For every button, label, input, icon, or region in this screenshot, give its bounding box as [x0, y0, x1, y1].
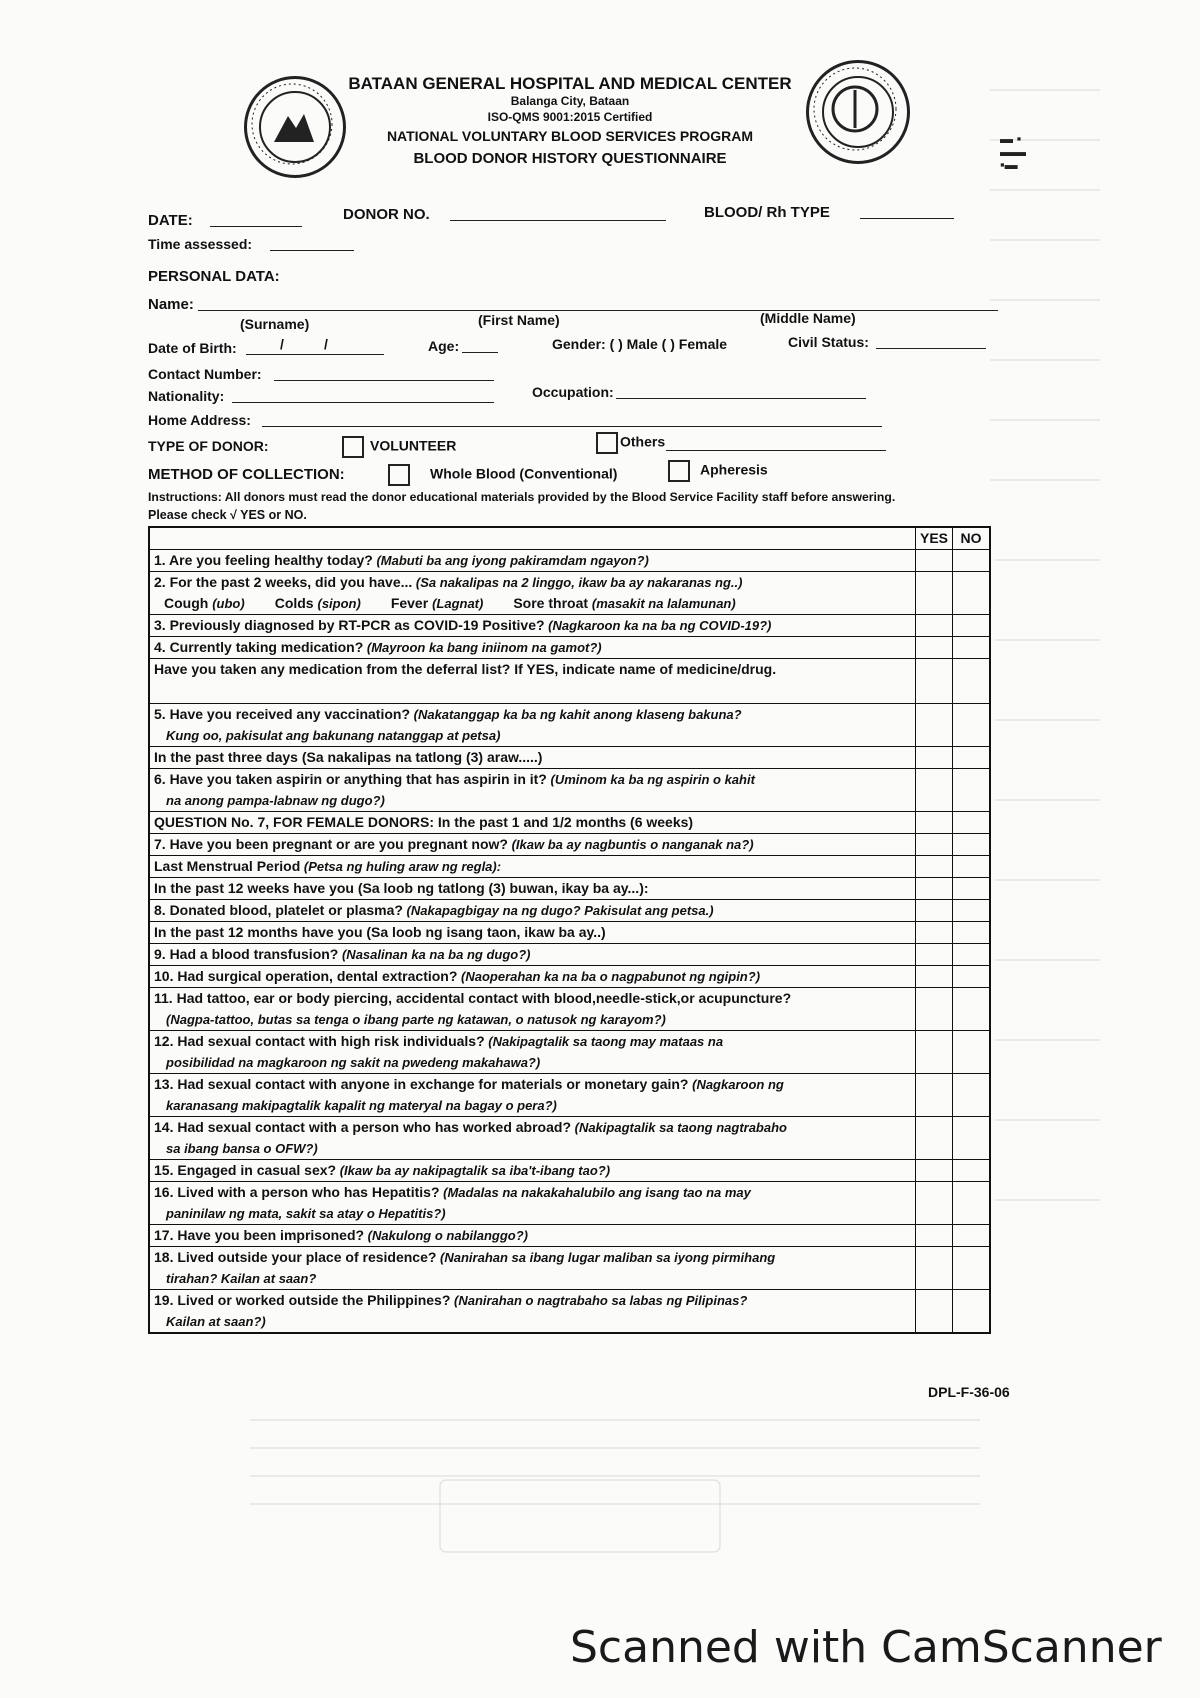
question-tagalog: (Nanirahan sa ibang lugar maliban sa iyong pirmihang	[436, 1250, 776, 1265]
no-checkbox-cell[interactable]	[953, 747, 991, 769]
question-row	[149, 659, 990, 704]
question-tagalog: (Mabuti ba ang iyong pakiramdam ngayon?)	[372, 553, 649, 568]
question-english: 13. Had sexual contact with anyone in exchange for materials or monetary gain?	[154, 1076, 689, 1092]
others-checkbox[interactable]	[596, 432, 618, 454]
date-label: DATE:	[148, 212, 193, 229]
others-option[interactable]	[596, 432, 665, 454]
volunteer-option[interactable]	[342, 436, 456, 458]
question-english: QUESTION No. 7, FOR FEMALE DONORS: In the past 1 and 1/2 months (6 weeks)	[154, 814, 694, 830]
yes-checkbox-cell[interactable]	[916, 966, 953, 988]
question-tagalog-line2: sa ibang bansa o OFW?)	[166, 1141, 318, 1156]
question-english: 7. Have you been pregnant or are you pregnant now?	[154, 836, 508, 852]
no-column-header: NO	[953, 527, 991, 550]
question-english: 10. Had surgical operation, dental extraction?	[154, 968, 458, 984]
table-header-row	[149, 527, 990, 550]
no-checkbox-cell[interactable]	[953, 1117, 991, 1160]
question-tagalog: (Nakatanggap ka ba ng kahit anong klaseng bakuna?	[410, 707, 742, 722]
donor-no-field[interactable]	[450, 220, 666, 221]
question-text	[149, 988, 916, 1031]
no-checkbox-cell[interactable]	[953, 704, 991, 747]
middle-name-caption: (Middle Name)	[760, 310, 856, 326]
yes-checkbox-cell[interactable]	[916, 550, 953, 572]
age-label: Age:	[428, 338, 460, 354]
yes-column-header: YES	[916, 527, 953, 550]
apheresis-checkbox[interactable]	[668, 460, 690, 482]
volunteer-label: VOLUNTEER	[370, 437, 457, 454]
question-row	[149, 1182, 990, 1225]
question-text	[149, 966, 916, 988]
name-label: Name:	[148, 296, 194, 313]
symptom-tagalog: (sipon)	[317, 596, 361, 611]
no-checkbox-cell[interactable]	[953, 637, 991, 659]
question-text	[149, 878, 916, 900]
question-row	[149, 988, 990, 1031]
question-english: 1. Are you feeling healthy today?	[154, 552, 373, 568]
no-checkbox-cell[interactable]	[953, 834, 991, 856]
no-checkbox-cell[interactable]	[953, 769, 991, 812]
question-row	[149, 1031, 990, 1074]
question-text	[149, 1074, 916, 1117]
question-text	[149, 1225, 916, 1247]
yes-checkbox-cell[interactable]	[916, 1290, 953, 1334]
yes-checkbox-cell[interactable]	[916, 769, 953, 812]
whole-blood-option[interactable]	[388, 464, 617, 486]
no-checkbox-cell[interactable]	[953, 1247, 991, 1290]
symptom-name: Fever	[390, 595, 433, 611]
question-text	[149, 856, 916, 878]
question-english: Have you taken any medication from the deferral list? If YES, indicate name of medicine/drug.	[154, 661, 777, 677]
question-tagalog-line2: paninilaw ng mata, sakit sa atay o Hepatitis?)	[166, 1206, 446, 1221]
question-tagalog: (Uminom ka ba ng aspirin o kahit	[546, 772, 755, 787]
contact-field[interactable]	[274, 380, 494, 381]
home-address-field[interactable]	[262, 426, 882, 427]
occupation-field[interactable]	[616, 398, 866, 399]
yes-checkbox-cell[interactable]	[916, 637, 953, 659]
question-tagalog: (Nasalinan ka na ba ng dugo?)	[338, 947, 531, 962]
question-tagalog: (Mayroon ka bang iniinom na gamot?)	[363, 640, 602, 655]
question-english: 2. For the past 2 weeks, did you have...	[154, 574, 413, 590]
question-english: 12. Had sexual contact with high risk individuals?	[154, 1033, 485, 1049]
contact-label: Contact Number:	[148, 366, 262, 382]
question-tagalog: (Ikaw ba ay nagbuntis o nanganak na?)	[507, 837, 754, 852]
question-english: 17. Have you been imprisoned?	[154, 1227, 365, 1243]
no-checkbox-cell[interactable]	[953, 1290, 991, 1334]
yes-checkbox-cell[interactable]	[916, 878, 953, 900]
no-checkbox-cell[interactable]	[953, 572, 991, 615]
yes-checkbox-cell[interactable]	[916, 704, 953, 747]
no-checkbox-cell[interactable]	[953, 878, 991, 900]
question-row	[149, 900, 990, 922]
dob-slash-1: /	[280, 336, 284, 352]
nationality-label: Nationality:	[148, 388, 225, 404]
yes-checkbox-cell[interactable]	[916, 615, 953, 637]
volunteer-checkbox[interactable]	[342, 436, 364, 458]
yes-checkbox-cell[interactable]	[916, 856, 953, 878]
question-text	[149, 659, 916, 704]
question-tagalog: (Nakulong o nabilanggo?)	[364, 1228, 528, 1243]
question-text	[149, 1182, 916, 1225]
question-tagalog-line2: karanasang makipagtalik kapalit ng materyal na bagay o pera?)	[166, 1098, 557, 1113]
yes-checkbox-cell[interactable]	[916, 1182, 953, 1225]
camscanner-watermark: Scanned with CamScanner	[570, 1622, 1162, 1673]
form-code: DPL-F-36-06	[928, 1384, 1010, 1400]
first-name-caption: (First Name)	[478, 312, 560, 328]
symptom-tagalog: (masakit na lalamunan)	[591, 596, 736, 611]
question-row	[149, 747, 990, 769]
surname-caption: (Surname)	[240, 316, 310, 332]
personal-data-heading: PERSONAL DATA:	[148, 268, 280, 285]
certification: ISO-QMS 9001:2015 Certified	[487, 110, 653, 124]
yes-checkbox-cell[interactable]	[916, 1247, 953, 1290]
question-tagalog-line2: (Nagpa-tattoo, butas sa tenga o ibang parte ng katawan, o natusok ng karayom?)	[166, 1012, 666, 1027]
symptom-name: Cough	[164, 595, 213, 611]
question-text	[149, 550, 916, 572]
question-tagalog-line2: tirahan? Kailan at saan?	[166, 1271, 317, 1286]
yes-checkbox-cell[interactable]	[916, 747, 953, 769]
whole-blood-label: Whole Blood (Conventional)	[430, 465, 618, 482]
question-text	[149, 615, 916, 637]
question-row	[149, 572, 990, 615]
no-checkbox-cell[interactable]	[953, 900, 991, 922]
table-header-question	[149, 527, 916, 550]
no-checkbox-cell[interactable]	[953, 812, 991, 834]
others-label: Others	[620, 433, 666, 450]
symptom-tagalog: (Lagnat)	[432, 596, 484, 611]
yes-checkbox-cell[interactable]	[916, 900, 953, 922]
gender-label[interactable]: Gender: ( ) Male ( ) Female	[552, 336, 728, 352]
yes-checkbox-cell[interactable]	[916, 1117, 953, 1160]
time-assessed-field[interactable]	[270, 250, 354, 251]
question-tagalog: (Nanirahan o nagtrabaho sa labas ng Pilipinas?	[450, 1293, 748, 1308]
question-row	[149, 966, 990, 988]
questionnaire-table	[148, 526, 991, 1334]
question-row	[149, 637, 990, 659]
apheresis-option[interactable]	[668, 460, 768, 482]
yes-checkbox-cell[interactable]	[916, 1031, 953, 1074]
question-row	[149, 1247, 990, 1290]
no-checkbox-cell[interactable]	[953, 1182, 991, 1225]
program-name: NATIONAL VOLUNTARY BLOOD SERVICES PROGRAM	[386, 128, 754, 144]
name-field[interactable]	[198, 310, 998, 311]
symptom-tagalog: (ubo)	[212, 596, 245, 611]
no-checkbox-cell[interactable]	[953, 615, 991, 637]
question-tagalog: (Madalas na nakakahalubilo ang isang tao na may	[439, 1185, 751, 1200]
question-english: 11. Had tattoo, ear or body piercing, accidental contact with blood,needle-stick,or acupuncture?	[154, 990, 792, 1006]
question-tagalog: (Petsa ng huling araw ng regla):	[300, 859, 502, 874]
nationality-field[interactable]	[232, 402, 494, 403]
occupation-label: Occupation:	[532, 384, 614, 400]
method-of-collection-label: METHOD OF COLLECTION:	[148, 466, 345, 483]
yes-checkbox-cell[interactable]	[916, 812, 953, 834]
question-text	[149, 704, 916, 747]
question-english: 18. Lived outside your place of residence?	[154, 1249, 437, 1265]
age-field[interactable]	[462, 352, 498, 353]
no-checkbox-cell[interactable]	[953, 1225, 991, 1247]
question-row	[149, 704, 990, 747]
question-text	[149, 1247, 916, 1290]
question-english: 14. Had sexual contact with a person who has worked abroad?	[154, 1119, 571, 1135]
yes-checkbox-cell[interactable]	[916, 659, 953, 704]
doh-seal-icon	[806, 60, 910, 164]
question-row	[149, 856, 990, 878]
yes-checkbox-cell[interactable]	[916, 572, 953, 615]
dob-slash-2: /	[324, 336, 328, 352]
question-english: 4. Currently taking medication?	[154, 639, 364, 655]
question-english: 15. Engaged in casual sex?	[154, 1162, 337, 1178]
question-row	[149, 1117, 990, 1160]
question-row	[149, 550, 990, 572]
question-text	[149, 1117, 916, 1160]
no-checkbox-cell[interactable]	[953, 550, 991, 572]
question-text	[149, 769, 916, 812]
question-tagalog: (Ikaw ba ay nakipagtalik sa iba't-ibang tao?)	[336, 1163, 611, 1178]
question-text	[149, 1290, 916, 1334]
question-tagalog-line2: posibilidad na magkaroon ng sakit na pwedeng makahawa?)	[166, 1055, 541, 1070]
question-english: Last Menstrual Period	[154, 858, 301, 874]
question-text	[149, 1160, 916, 1182]
question-english: 5. Have you received any vaccination?	[154, 706, 411, 722]
question-row	[149, 878, 990, 900]
yes-checkbox-cell[interactable]	[916, 988, 953, 1031]
question-row	[149, 1074, 990, 1117]
question-row	[149, 1290, 990, 1334]
question-text	[149, 637, 916, 659]
hospital-name: BATAAN GENERAL HOSPITAL AND MEDICAL CENTER	[348, 74, 792, 93]
question-tagalog-line2: na anong pampa-labnaw ng dugo?)	[166, 793, 385, 808]
question-row	[149, 922, 990, 944]
whole-blood-checkbox[interactable]	[388, 464, 410, 486]
question-row	[149, 944, 990, 966]
question-text	[149, 922, 916, 944]
question-tagalog: (Nakapagbigay na ng dugo? Pakisulat ang petsa.)	[402, 903, 714, 918]
date-field[interactable]	[210, 226, 302, 227]
no-checkbox-cell[interactable]	[953, 922, 991, 944]
question-row	[149, 812, 990, 834]
question-row	[149, 1225, 990, 1247]
question-text	[149, 747, 916, 769]
no-checkbox-cell[interactable]	[953, 944, 991, 966]
question-tagalog: (Nagkaroon ka na ba ng COVID-19?)	[544, 618, 772, 633]
yes-checkbox-cell[interactable]	[916, 922, 953, 944]
question-english: 9. Had a blood transfusion?	[154, 946, 339, 962]
question-english: In the past 12 weeks have you (Sa loob ng tatlong (3) buwan, ikay ba ay...):	[154, 880, 649, 896]
question-text	[149, 944, 916, 966]
yes-checkbox-cell[interactable]	[916, 1160, 953, 1182]
question-text	[149, 572, 916, 615]
dob-label: Date of Birth:	[148, 340, 237, 356]
question-text	[149, 900, 916, 922]
yes-checkbox-cell[interactable]	[916, 944, 953, 966]
question-tagalog: (Nakipagtalik sa taong may mataas na	[484, 1034, 724, 1049]
question-tagalog: (Sa nakalipas na 2 linggo, ikaw ba ay nakaranas ng..)	[412, 575, 743, 590]
symptom-name: Sore throat	[513, 595, 592, 611]
question-tagalog-line2: Kailan at saan?)	[166, 1314, 266, 1329]
no-checkbox-cell[interactable]	[953, 856, 991, 878]
no-checkbox-cell[interactable]	[953, 988, 991, 1031]
others-field[interactable]	[666, 450, 886, 451]
no-checkbox-cell[interactable]	[953, 966, 991, 988]
no-checkbox-cell[interactable]	[953, 1031, 991, 1074]
no-checkbox-cell[interactable]	[953, 1160, 991, 1182]
question-english: 3. Previously diagnosed by RT-PCR as COVID-19 Positive?	[154, 617, 545, 633]
blood-type-label: BLOOD/ Rh TYPE	[704, 204, 830, 221]
question-row	[149, 769, 990, 812]
yes-checkbox-cell[interactable]	[916, 1225, 953, 1247]
yes-checkbox-cell[interactable]	[916, 1074, 953, 1117]
dob-field[interactable]	[246, 354, 384, 355]
home-address-label: Home Address:	[148, 412, 251, 428]
question-english: In the past three days (Sa nakalipas na tatlong (3) araw.....)	[154, 749, 543, 765]
form-title: BLOOD DONOR HISTORY QUESTIONNAIRE	[413, 150, 727, 167]
question-row	[149, 834, 990, 856]
question-row	[149, 615, 990, 637]
symptom-list	[164, 595, 736, 611]
blood-type-field[interactable]	[860, 218, 954, 219]
yes-checkbox-cell[interactable]	[916, 834, 953, 856]
question-text	[149, 1031, 916, 1074]
time-assessed-label: Time assessed:	[148, 236, 253, 252]
civil-status-field[interactable]	[876, 348, 986, 349]
civil-status-label: Civil Status:	[788, 334, 869, 350]
question-text	[149, 812, 916, 834]
donor-no-label: DONOR NO.	[343, 206, 430, 223]
question-english: 16. Lived with a person who has Hepatitis?	[154, 1184, 440, 1200]
no-checkbox-cell[interactable]	[953, 1074, 991, 1117]
check-instruction: Please check √ YES or NO.	[148, 508, 307, 522]
instructions-label: Instructions:	[148, 490, 222, 504]
instructions-text: All donors must read the donor educational materials provided by the Blood Service Facility staff before answering.	[224, 490, 896, 504]
symptom-name: Colds	[274, 595, 318, 611]
question-tagalog: (Naoperahan ka na ba o nagpabunot ng ngipin?)	[457, 969, 761, 984]
question-text	[149, 834, 916, 856]
question-tagalog-line2: Kung oo, pakisulat ang bakunang natanggap at petsa)	[166, 728, 501, 743]
question-tagalog: (Nagkaroon ng	[688, 1077, 784, 1092]
question-english: In the past 12 months have you (Sa loob ng isang taon, ikaw ba ay..)	[154, 924, 606, 940]
question-english: 19. Lived or worked outside the Philippines?	[154, 1292, 451, 1308]
question-row	[149, 1160, 990, 1182]
question-tagalog: (Nakipagtalik sa taong nagtrabaho	[571, 1120, 787, 1135]
no-checkbox-cell[interactable]	[953, 659, 991, 704]
stamp-mark: ▬ ▪ ▬▬ ▪▬	[1000, 131, 1026, 172]
question-english: 8. Donated blood, platelet or plasma?	[154, 902, 403, 918]
apheresis-label: Apheresis	[700, 461, 768, 478]
type-of-donor-label: TYPE OF DONOR:	[148, 438, 269, 454]
question-english: 6. Have you taken aspirin or anything that has aspirin in it?	[154, 771, 547, 787]
instructions	[148, 490, 895, 504]
hospital-location: Balanga City, Bataan	[510, 94, 630, 108]
